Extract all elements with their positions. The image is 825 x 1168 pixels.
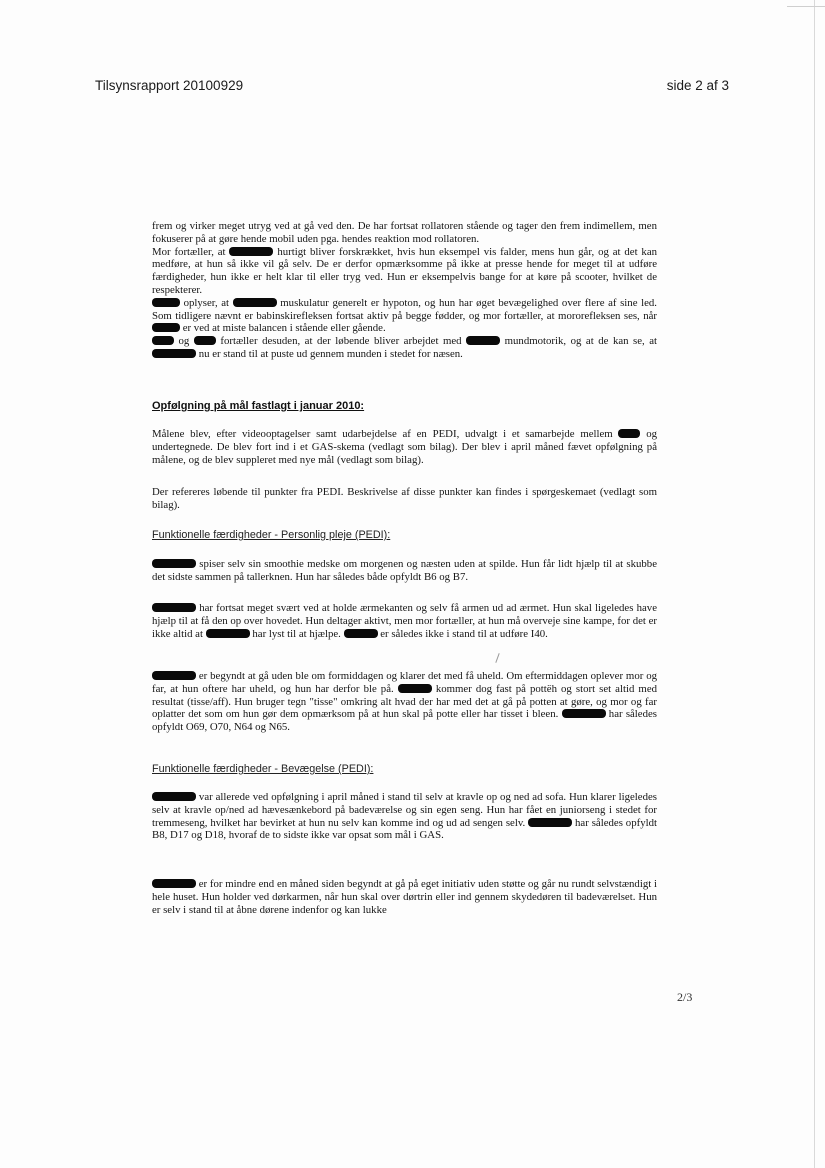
redaction-mark (152, 298, 180, 307)
redaction-mark (206, 629, 250, 638)
personal-care-paragraph-2 (152, 602, 657, 640)
page-number: 2/3 (677, 990, 693, 1004)
redaction-mark (233, 298, 277, 307)
scan-edge-line (814, 0, 815, 1168)
paragraph-rollator: frem og virker meget utryg ved at gå ved den. De har fortsat rollatoren stående og tager den frem indimellem, men fokuserer på at gøre hende mobil uden pga. hendes reaktion mod rollatoren. (152, 220, 657, 245)
redaction-mark (398, 684, 432, 693)
text-segment: hurtigt bliver forskrækket, hvis hun eksempel vis falder, mens hun går, og at det kan medføre, at hun så ikke vil gå selv. De er derfor opmærksomme på ikke at presse hende for meget til at udføre færdigheder, hun ikke er helt klar til eller tryg ved. Hun er eksempelvis bange for at køre på scooter, hvilket de respekterer. (152, 245, 658, 296)
redaction-mark (152, 603, 196, 612)
text-segment: har fortsat meget svært ved at holde ærmekanten og selv få armen ud ad ærmet. Hun skal ligeledes have hjælp til at få den op over hovedet. Hun deltager aktivt, men mor fortæller, at hun må overveje sine kampe, for det er ikke altid at (152, 602, 657, 640)
followup-paragraph-2: Der refereres løbende til punkter fra PEDI. Beskrivelse af disse punkter kan findes i spørgeskemaet (vedlagt som bilag). (152, 486, 657, 511)
text-segment: er ved at miste balancen i stående eller gående. (182, 322, 386, 335)
personal-care-paragraph-1 (152, 558, 657, 584)
personal-care-paragraph-3 (152, 670, 657, 734)
text-segment: har således opfyldt O69, O70, N64 og N65. (152, 708, 657, 734)
redaction-mark (152, 349, 196, 358)
redaction-mark (229, 247, 273, 256)
redaction-mark (466, 336, 500, 345)
redaction-mark (152, 879, 196, 888)
scan-corner-mark (787, 6, 825, 7)
movement-paragraph-1 (152, 791, 657, 842)
text-segment: og (178, 335, 190, 348)
movement-paragraph-2 (152, 878, 657, 916)
redaction-mark (618, 429, 640, 438)
text-segment: har lyst til at hjælpe. (252, 627, 341, 640)
report-title: Tilsynsrapport 20100929 (95, 78, 244, 93)
text-segment: har således opfyldt B8, D17 og D18, hvoraf de to sidste ikke var opsat som mål i GAS. (152, 816, 657, 842)
text-segment: og undertegnede. De blev fort ind i et GAS-skema (vedlagt som bilag). Der blev i april måned fævet opfølgning på målene, og de blev suppleret med nye mål (vedlagt som bilag). (152, 428, 657, 466)
redaction-mark (194, 336, 216, 345)
page-label: side 2 af 3 (666, 78, 729, 93)
text-segment: kommer dog fast på pottëh og stort set altid med resultat (tisse/aff). Hun bruger tegn "tisse" omkring alt hvad der har med det at gå på potten at gøre, og mor og far oplatter det som om hun gør dem opmærksom på at hun skal på potte eller har tisset i bleen. (152, 682, 658, 721)
text-segment: muskulatur generelt er hypoton, og hun har øget bevægelighed over flere af sine led. Som tidligere nævnt er babinskirefleksen fortsat aktiv på begge fødder, og mor fortæller, at mororefleksen ses, når (152, 296, 657, 322)
redaction-mark (152, 792, 196, 801)
text-segment: mundmotorik, og at de kan se, at (504, 335, 658, 348)
paragraph-muscle-tone (152, 297, 657, 335)
text-segment: er således ikke i stand til at udføre I40. (380, 627, 548, 640)
text-segment: fortæller desuden, at der løbende bliver arbejdet med (220, 335, 462, 348)
intro-block (152, 220, 657, 361)
redaction-mark (152, 559, 196, 568)
redaction-mark (152, 323, 180, 332)
redaction-mark (528, 818, 572, 827)
text-segment: Mor fortæller, at (152, 245, 226, 258)
text-segment: er begyndt at gå uden ble om formiddagen og klarer det med få uheld. Om eftermiddagen oplever mor og far, at hun oftere har uheld, og hun har derfor ble på. (152, 670, 657, 695)
text-segment: er for mindre end en måned siden begyndt at gå på eget initiativ uden støtte og går nu rundt selvstændigt i hele huset. Hun holder ved dørkarmen, når hun skal over dørtrin eller ind gennem skydedøren til badeværelset. Hun er selv i stand til at åbne dørene indenfor og kan lukke (152, 878, 657, 916)
redaction-mark (152, 336, 174, 345)
text-segment: spiser selv sin smoothie medske om morgenen og næsten uden at spilde. Hun får lidt hjælp til at skubbe det sidste sammen på tallerknen. Hun har således både opfyldt B6 og B7. (152, 558, 657, 583)
followup-heading: Opfølgning på mål fastlagt i januar 2010: (152, 400, 365, 412)
movement-heading: Funktionelle færdigheder - Bevægelse (PEDI): (152, 763, 374, 775)
text-segment: var allerede ved opfølgning i april måned i stand til selv at kravle op og ned ad sofa. Hun klarer ligeledes selv at kravle op/ned ad hævesænkebord på badeværelse og sin egen seng. Hun har fået en juniorseng i stedet for tremmeseng, hvilket har bevirket at hun nu selv kan komme ind og ud ad sengen selv. (152, 791, 657, 829)
redaction-mark (562, 709, 606, 718)
followup-paragraph-1 (152, 428, 657, 466)
redaction-mark (344, 629, 378, 638)
redaction-mark (152, 671, 196, 680)
paragraph-oral-motor (152, 335, 657, 361)
paragraph-mother-reports (152, 246, 657, 297)
personal-care-heading: Funktionelle færdigheder - Personlig pleje (PEDI): (152, 529, 391, 541)
text-segment: oplyser, at (183, 296, 230, 309)
text-segment: Målene blev, efter videooptagelser samt udarbejdelse af en PEDI, udvalgt i et samarbejde mellem (152, 428, 613, 440)
text-segment: nu er stand til at puste ud gennem munden i stedet for næsen. (198, 347, 463, 360)
